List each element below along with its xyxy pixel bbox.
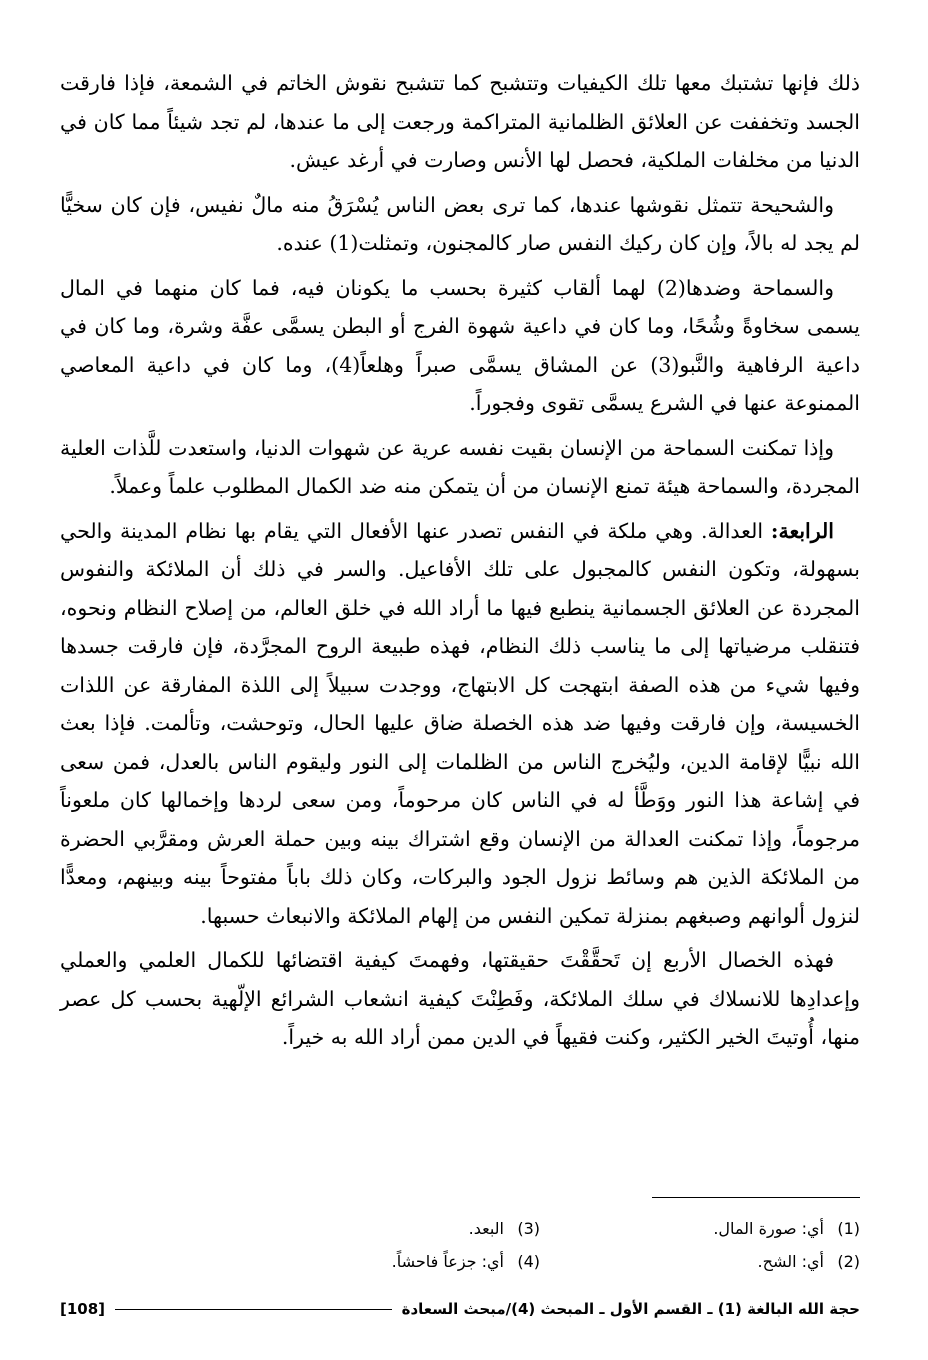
paragraph: فهذه الخصال الأربع إن تَحقَّقْتَ حقيقتها، وفهمتَ كيفية اقتضائها للكمال العلمي والعملي وإعدادِها للانسلاك في سلك الملائكة، وفَطِنْتَ كيفية انشعاب الشرائع الإلّهية بحسب كل عصر منها، أُوتيتَ الخير الكثير، وكنت فقيهاً في الدين ممن أراد الله به خيراً. [60,948,860,1049]
footnote: (3)البعد. [468,1219,540,1238]
footer-rule [115,1309,392,1310]
footnote: (2)أي: الشح. [757,1252,860,1271]
footnote-separator [652,1197,860,1198]
running-title: حجة الله البالغة (1) ـ القسم الأول ـ المبحث (4)/مبحث السعادة [401,1300,860,1318]
footnote: (4)أي: جزعاً فاحشاً. [391,1252,540,1271]
paragraph-text: العدالة. وهي ملكة في النفس تصدر عنها الأفعال التي يقام بها نظام المدينة والحي بسهولة، وتكون النفس كالمجبول على تلك الأفاعيل. والسر في ذلك أن الملائكة والنفوس المجردة عن العلائق الجسمانية ينطبع فيها ما أراد الله في خلق العالم، من إصلاح النظام ونحوه، فتنقلب مرضياتها إلى ما يناسب ذلك النظام، فهذه طبيعة الروح المجرَّدة، فإن فارقت جسدها وفيها شيء من هذه الصفة ابتهجت كل الابتهاج، ووجدت سبيلاً إلى اللذة المفارقة عن اللذات الخسيسة، وإن فارقت وفيها ضد هذه الخصلة ضاق عليها الحال، وتوحشت، وتألمت. فإذا بعث الله نبيًّا لإقامة الدين، وليُخرج الناس من الظلمات إلى النور وليقوم الناس بالعدل، فمن سعى في إشاعة هذا النور ووَطَّأ له في الناس كان مرحوماً، ومن سعى لردها وإخمالها كان ملعوناً مرجوماً، وإذا تمكنت العدالة من الإنسان وقع اشتراك بينه وبين حملة العرش ومقرَّبي الحضرة من الملائكة الذين هم وسائط نزول الجود والبركات، وكان ذلك باباً مفتوحاً بينه وبينهم، ومعدًّا لنزول ألوانهم وصبغهم بمنزلة تمكين النفس من إلهام الملائكة والانبعاث حسبها. [60,518,860,928]
section-term: الرابعة: [770,518,834,543]
paragraph-rabia [60,512,860,936]
paragraph: والشحيحة تتمثل نقوشها عندها، كما ترى بعض الناس يُسْرَقُ منه مالٌ نفيس، فإن كان سخيًّا لم يجد له بالاً، وإن كان ركيك النفس صار كالمجنون، وتمثلت(1) عنده. [60,192,860,255]
paragraph: وإذا تمكنت السماحة من الإنسان بقيت نفسه عرية عن شهوات الدنيا، واستعدت للَّذات العلية المجردة، والسماحة هيئة تمنع الإنسان من أن يتمكن منه ضد الكمال المطلوب علماً وعملاً. [60,435,860,498]
paragraph: ذلك فإنها تشتبك معها تلك الكيفيات وتتشبح كما تتشبح نقوش الخاتم في الشمعة، فإذا فارقت الجسد وتخففت عن العلائق الظلمانية المتراكمة ورجعت إلى ما عندها، لم تجد شيئاً مما كان في الدنيا من مخلفات الملكية، فحصل لها الأنس وصارت في أرغد عيش. [60,71,860,172]
page-body [60,64,860,1063]
page-number: [108] [60,1300,106,1318]
paragraph: والسماحة وضدها(2) لهما ألقاب كثيرة بحسب ما يكونان فيه، فما كان منهما في المال يسمى سخاوةً وشُحًا، وما كان في داعية شهوة الفرج أو البطن يسمَّى عفَّة وشرة، وما كان في داعية الرفاهية والنَّبو(3) عن المشاق يسمَّى صبراً وهلعاً(4)، وما كان في داعية المعاصي الممنوعة عنها في الشرع يسمَّى تقوى وفجوراً. [60,275,860,415]
footnote: (1)أي: صورة المال. [713,1219,860,1238]
page-footer [60,1300,860,1318]
footnotes [250,1212,860,1278]
